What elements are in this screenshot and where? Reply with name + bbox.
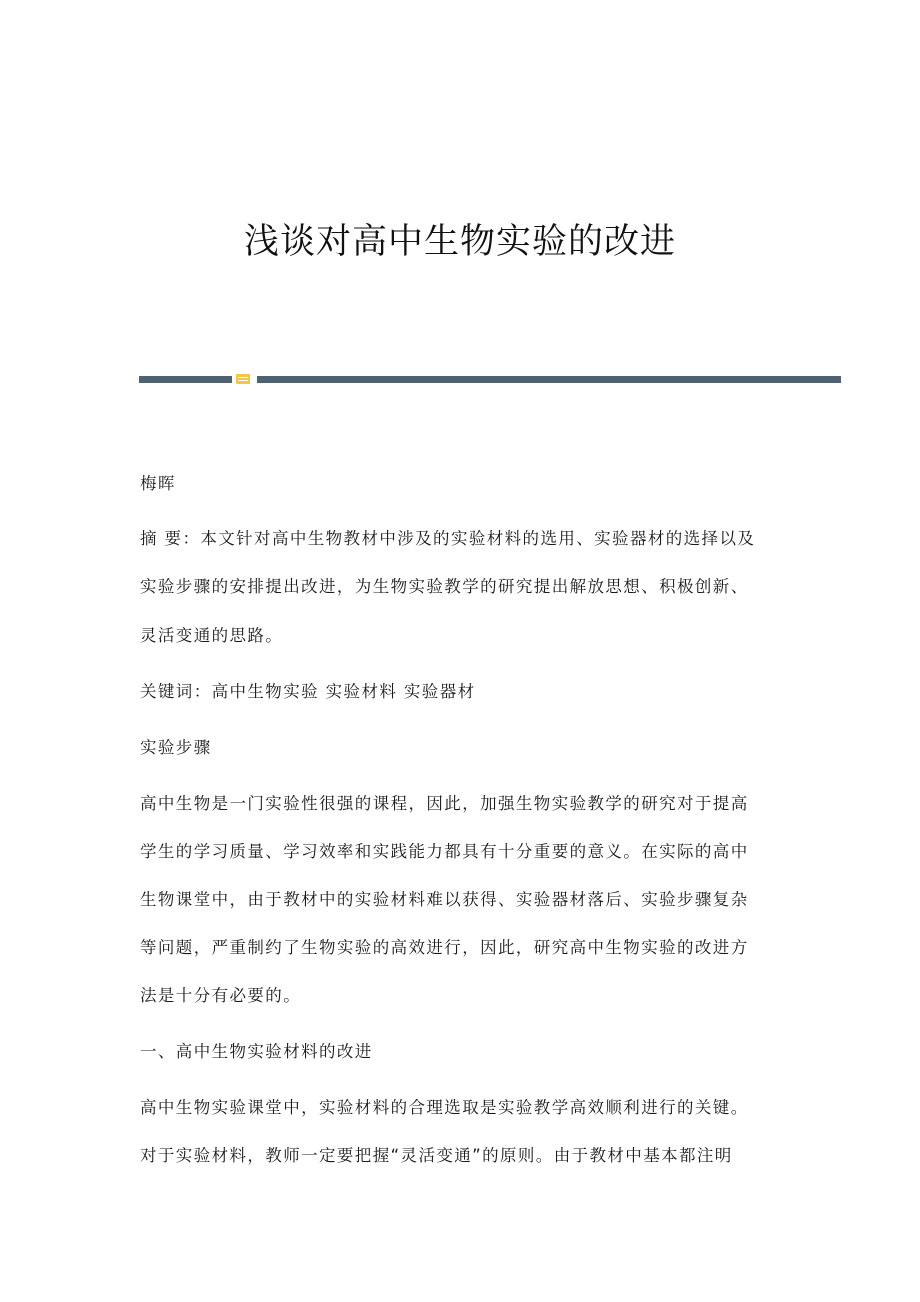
abstract-line: 实验步骤的安排提出改进，为生物实验教学的研究提出解放思想、积极创新、 bbox=[140, 577, 749, 596]
body-paragraph-line: 生物课堂中，由于教材中的实验材料难以获得、实验器材落后、实验步骤复杂 bbox=[140, 890, 749, 909]
abstract-line: 摘 要：本文针对高中生物教材中涉及的实验材料的选用、实验器材的选择以及 bbox=[140, 529, 756, 548]
abstract-line: 灵活变通的思路。 bbox=[140, 626, 284, 645]
body-paragraph-line: 等问题，严重制约了生物实验的高效进行，因此，研究高中生物实验的改进方 bbox=[140, 938, 749, 957]
author-name: 梅晖 bbox=[140, 474, 176, 493]
divider-ornament-icon bbox=[236, 374, 250, 384]
divider-bar-right bbox=[257, 376, 841, 383]
body-paragraph-line: 高中生物实验课堂中，实验材料的合理选取是实验教学高效顺利进行的关键。 bbox=[140, 1098, 749, 1117]
body-paragraph-line: 法是十分有必要的。 bbox=[140, 986, 302, 1005]
document-title: 浅谈对高中生物实验的改进 bbox=[243, 222, 676, 262]
body-paragraph-line: 学生的学习质量、学习效率和实践能力都具有十分重要的意义。在实际的高中 bbox=[140, 842, 749, 861]
divider-bar-left bbox=[139, 376, 232, 383]
keywords-line: 实验步骤 bbox=[140, 738, 212, 757]
section-heading: 一、高中生物实验材料的改进 bbox=[140, 1042, 373, 1061]
body-paragraph-line: 对于实验材料，教师一定要把握“灵活变通”的原则。由于教材中基本都注明 bbox=[140, 1146, 733, 1165]
keywords-line: 关键词：高中生物实验 实验材料 实验器材 bbox=[140, 682, 476, 701]
body-paragraph-line: 高中生物是一门实验性很强的课程，因此，加强生物实验教学的研究对于提高 bbox=[140, 794, 749, 813]
title-divider bbox=[139, 374, 841, 384]
